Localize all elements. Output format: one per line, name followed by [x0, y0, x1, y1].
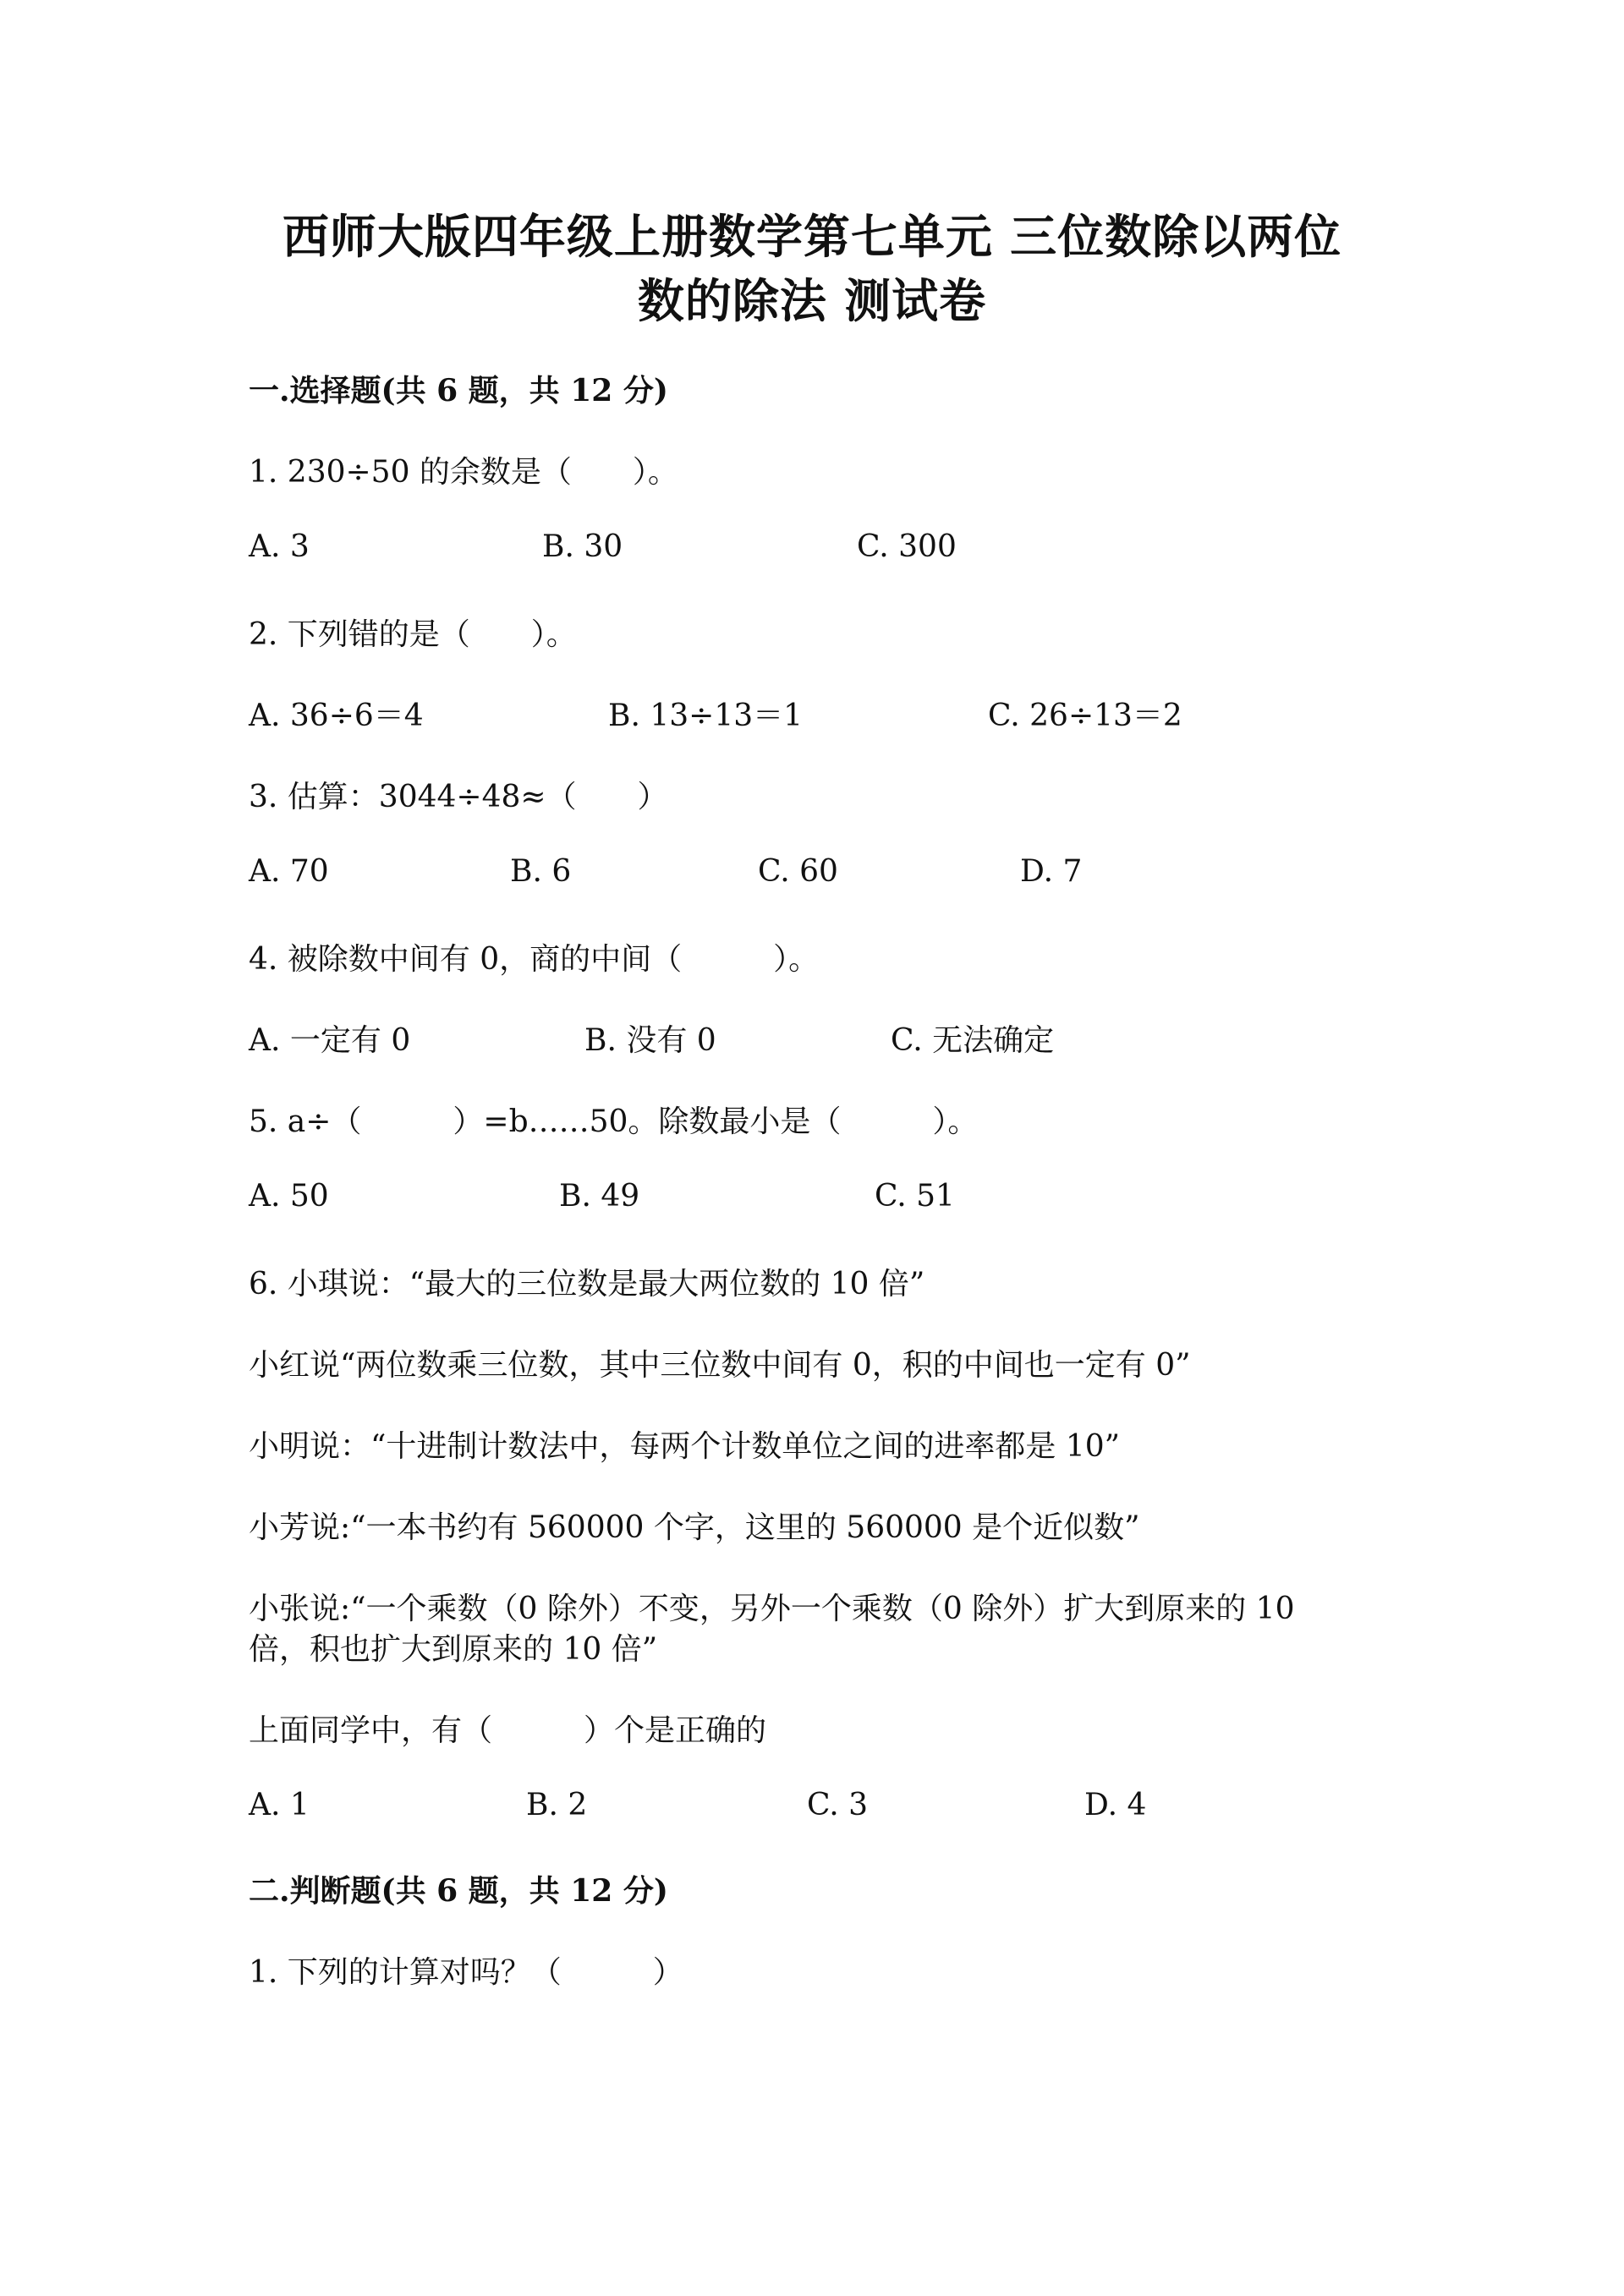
question-3-option-b: B. 6 — [510, 854, 572, 889]
question-1-option-c: C. 300 — [857, 529, 957, 564]
question-3-stem: 3. 估算：3044÷48≈（ ） — [249, 780, 668, 814]
question-4-option-b: B. 没有 0 — [584, 1023, 716, 1058]
question-5-option-a: A. 50 — [249, 1179, 329, 1214]
question-6-option-d: D. 4 — [1084, 1788, 1147, 1822]
section-heading-choice: 一.选择题(共 6 题，共 12 分) — [249, 373, 668, 408]
section-heading-judgment: 二.判断题(共 6 题，共 12 分) — [249, 1873, 668, 1909]
judgment-question-1-stem: 1. 下列的计算对吗？（ ） — [249, 1955, 683, 1990]
question-6-line-6: 倍，积也扩大到原来的 10 倍” — [249, 1632, 658, 1667]
question-5-option-c: C. 51 — [875, 1179, 955, 1214]
page-title-line1: 西师大版四年级上册数学第七单元 三位数除以两位 — [282, 209, 1342, 264]
question-6-line-3: 小明说：“十进制计数法中，每两个计数单位之间的进率都是 10” — [249, 1429, 1121, 1464]
question-1-stem: 1. 230÷50 的余数是（ ）。 — [249, 455, 678, 490]
question-2-option-b: B. 13÷13＝1 — [608, 699, 804, 733]
question-1-option-a: A. 3 — [249, 529, 310, 564]
question-6-line-5: 小张说:“一个乘数（0 除外）不变，另外一个乘数（0 除外）扩大到原来的 10 — [249, 1592, 1295, 1626]
question-6-option-c: C. 3 — [807, 1788, 869, 1822]
question-6-option-b: B. 2 — [526, 1788, 588, 1822]
question-5-option-b: B. 49 — [559, 1179, 640, 1214]
question-2-stem: 2. 下列错的是（ ）。 — [249, 617, 577, 652]
question-4-stem: 4. 被除数中间有 0，商的中间（ ）。 — [249, 942, 820, 977]
question-4-option-a: A. 一定有 0 — [249, 1023, 411, 1058]
question-2-option-c: C. 26÷13＝2 — [988, 699, 1182, 733]
question-3-option-d: D. 7 — [1020, 854, 1083, 889]
question-5-stem: 5. a÷（ ）=b……50。除数最小是（ ）。 — [249, 1104, 979, 1139]
question-6-line-7: 上面同学中，有（ ）个是正确的 — [249, 1713, 767, 1748]
question-6-line-2: 小红说“两位数乘三位数，其中三位数中间有 0，积的中间也一定有 0” — [249, 1348, 1191, 1383]
page-title-line2: 数的除法 测试卷 — [637, 273, 987, 328]
question-6-line-1: 6. 小琪说：“最大的三位数是最大两位数的 10 倍” — [249, 1267, 925, 1301]
question-3-option-c: C. 60 — [758, 854, 838, 889]
question-4-option-c: C. 无法确定 — [891, 1023, 1055, 1058]
question-6-line-4: 小芳说:“一本书约有 560000 个字，这里的 560000 是个近似数” — [249, 1510, 1140, 1545]
question-6-option-a: A. 1 — [249, 1788, 310, 1822]
question-2-option-a: A. 36÷6＝4 — [249, 699, 424, 733]
question-3-option-a: A. 70 — [249, 854, 329, 889]
question-1-option-b: B. 30 — [542, 529, 623, 564]
